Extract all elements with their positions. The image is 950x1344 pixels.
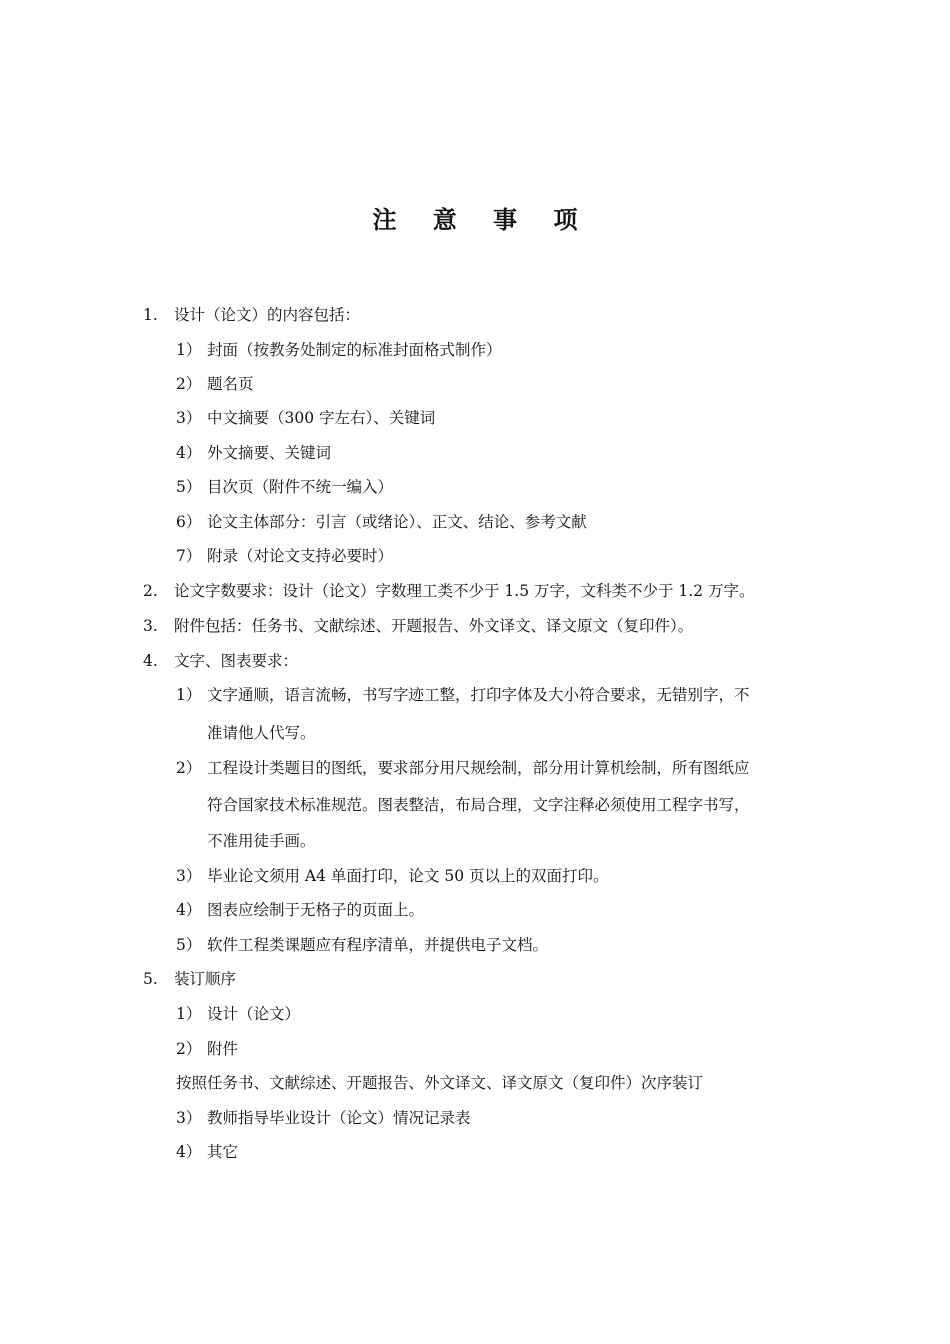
list-subitem-continuation [207,830,316,852]
list-subitem [176,757,750,779]
list-subitem [176,511,587,533]
list-subitem-continuation [207,794,750,816]
item-text: 文字通顺，语言流畅，书写字迹工整，打印字体及大小符合要求，无错别字，不 [207,686,750,704]
item-number: 5） [176,478,202,496]
item-text: 附录（对论文支持必要时） [207,547,394,565]
item-text: 按照任务书、文献综述、开题报告、外文译文、译文原文（复印件）次序装订 [176,1074,704,1092]
item-number: 2. [143,582,158,600]
item-text: 图表应绘制于无格子的页面上。 [207,901,425,919]
item-number: 1） [176,341,202,359]
item-number: 1. [143,306,158,324]
item-text: 符合国家技术标准规范。图表整洁，布局合理，文字注释必须使用工程字书写， [207,796,750,814]
item-text: 文字、图表要求： [174,652,299,670]
list-subitem [176,339,502,361]
item-text: 目次页（附件不统一编入） [207,478,394,496]
list-subitem [176,442,331,464]
item-number: 2） [176,759,202,777]
item-text: 外文摘要、关键词 [207,444,332,462]
item-text: 封面（按教务处制定的标准封面格式制作） [207,341,502,359]
list-item-2 [143,580,755,602]
item-text: 其它 [207,1143,239,1161]
item-number: 3） [176,867,202,885]
item-number: 5. [143,970,158,988]
item-text: 论文字数要求：设计（论文）字数理工类不少于 1.5 万字，文科类不少于 1.2 万字。 [174,582,755,600]
item-text: 中文摘要（300 字左右）、关键词 [207,409,436,427]
list-subitem [176,407,435,429]
item-text: 附件包括：任务书、文献综述、开题报告、外文译文、译文原文（复印件）。 [174,617,694,635]
list-subitem-note [176,1072,703,1094]
item-text: 附件 [207,1040,239,1058]
item-number: 3） [176,1109,202,1127]
list-subitem [176,934,548,956]
item-text: 教师指导毕业设计（论文）情况记录表 [207,1109,471,1127]
item-text: 毕业论文须用 A4 单面打印，论文 50 页以上的双面打印。 [207,867,609,885]
list-item-3 [143,615,693,637]
list-subitem [176,1003,300,1025]
list-subitem [176,1038,238,1060]
item-number: 5） [176,936,202,954]
item-text: 准请他人代写。 [207,724,316,742]
list-subitem [176,684,750,706]
page-title: 注 意 事 项 [372,206,592,234]
item-number: 4. [143,652,158,670]
item-number: 4） [176,1143,202,1161]
list-subitem-continuation [207,722,316,744]
item-number: 6） [176,513,202,531]
item-number: 1） [176,686,202,704]
item-text: 题名页 [207,375,254,393]
list-subitem [176,1141,238,1163]
item-number: 2） [176,1040,202,1058]
item-text: 设计（论文）的内容包括： [174,306,361,324]
list-subitem [176,545,393,567]
item-number: 1） [176,1005,202,1023]
item-number: 7） [176,547,202,565]
item-number: 2） [176,375,202,393]
item-text: 不准用徒手画。 [207,832,316,850]
list-subitem [176,865,609,887]
item-text: 软件工程类课题应有程序清单，并提供电子文档。 [207,936,549,954]
item-text: 设计（论文） [207,1005,301,1023]
list-item-5 [143,968,236,990]
list-item-1 [143,304,360,326]
item-number: 3） [176,409,202,427]
list-subitem [176,373,254,395]
list-subitem [176,899,424,921]
item-number: 4） [176,444,202,462]
item-text: 工程设计类题目的图纸，要求部分用尺规绘制，部分用计算机绘制，所有图纸应 [207,759,750,777]
list-subitem [176,476,393,498]
list-subitem [176,1107,471,1129]
item-text: 装订顺序 [174,970,237,988]
list-item-4 [143,650,298,672]
item-number: 4） [176,901,202,919]
item-text: 论文主体部分：引言（或绪论）、正文、结论、参考文献 [207,513,587,531]
item-number: 3. [143,617,158,635]
